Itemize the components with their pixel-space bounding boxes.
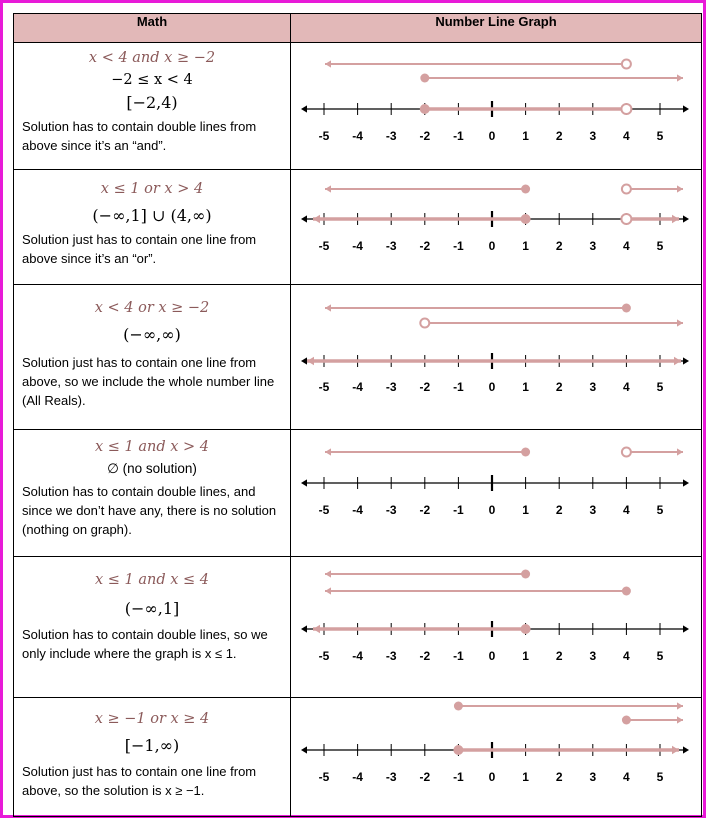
axis-arrow-right bbox=[683, 105, 689, 112]
tick-label: -3 bbox=[385, 129, 397, 143]
tick-label: -5 bbox=[318, 380, 330, 394]
axis-arrow-left bbox=[301, 746, 307, 753]
table-row bbox=[14, 557, 702, 698]
ray-arrow bbox=[677, 319, 683, 326]
ray-arrow bbox=[677, 74, 683, 81]
tick-label: 3 bbox=[589, 380, 597, 394]
axis-arrow-left bbox=[301, 357, 307, 364]
tick-label: 4 bbox=[623, 649, 630, 663]
graph-cell bbox=[291, 170, 702, 285]
tick-label: -4 bbox=[352, 129, 363, 143]
math-column-header: Math bbox=[14, 14, 291, 43]
interval-notation: [−2,4) bbox=[126, 93, 178, 112]
open-circle bbox=[622, 448, 631, 457]
solution-explanation: Solution has to contain double lines, so we only include where the graph is x ≤ 1. bbox=[22, 627, 268, 661]
tick-label: 4 bbox=[623, 503, 630, 517]
closed-dot bbox=[454, 702, 463, 711]
closed-dot bbox=[420, 74, 429, 83]
tick-label: 5 bbox=[656, 380, 664, 394]
tick-label: -1 bbox=[453, 649, 464, 663]
graph-cell bbox=[291, 285, 702, 430]
graph-cell bbox=[291, 43, 702, 170]
axis-arrow-right bbox=[683, 746, 689, 753]
ray-arrow bbox=[677, 448, 683, 455]
header-row bbox=[14, 14, 702, 43]
tick-label: 5 bbox=[656, 129, 664, 143]
tick-label: 0 bbox=[488, 770, 496, 784]
tick-label: -2 bbox=[419, 503, 431, 517]
axis-arrow-right bbox=[683, 479, 689, 486]
tick-label: -5 bbox=[318, 649, 330, 663]
closed-dot bbox=[622, 716, 631, 725]
solution-arrow bbox=[672, 746, 679, 754]
math-cell bbox=[14, 285, 291, 430]
tick-label: -1 bbox=[453, 129, 464, 143]
tick-label: -3 bbox=[385, 239, 397, 253]
tick-label: -3 bbox=[385, 503, 397, 517]
open-circle bbox=[622, 185, 631, 194]
math-cell bbox=[14, 698, 291, 817]
inequality-statement: x ≥ −1 or x ≥ 4 bbox=[94, 711, 210, 727]
tick-label: 2 bbox=[555, 129, 563, 143]
ray-arrow bbox=[325, 448, 331, 455]
math-cell bbox=[14, 430, 291, 557]
tick-label: 0 bbox=[488, 129, 496, 143]
interval-notation: (−∞,1] ∪ (4,∞) bbox=[92, 206, 212, 225]
tick-label: 1 bbox=[522, 129, 529, 143]
tick-label: 1 bbox=[522, 649, 529, 663]
axis-arrow-left bbox=[301, 105, 307, 112]
tick-label: 3 bbox=[589, 770, 597, 784]
axis-arrow-left bbox=[301, 625, 307, 632]
solution-arrow bbox=[313, 215, 320, 223]
solution-explanation: Solution just has to contain one line from above, so the solution is x ≥ −1. bbox=[22, 764, 257, 798]
tick-label: -1 bbox=[453, 503, 464, 517]
ray-arrow bbox=[325, 60, 331, 67]
compound-inequality: −2 ≤ x < 4 bbox=[111, 72, 193, 88]
open-circle bbox=[420, 319, 429, 328]
tick-label: 4 bbox=[623, 770, 630, 784]
ray-arrow bbox=[677, 185, 683, 192]
ray-arrow bbox=[325, 304, 331, 311]
tick-label: -5 bbox=[318, 239, 330, 253]
table-row bbox=[14, 430, 702, 557]
graph-cell bbox=[291, 557, 702, 698]
closed-dot bbox=[453, 745, 463, 755]
tick-label: -5 bbox=[318, 503, 330, 517]
math-cell bbox=[14, 43, 291, 170]
tick-label: -2 bbox=[419, 770, 431, 784]
tick-label: 4 bbox=[623, 239, 630, 253]
interval-notation: (−∞,1] bbox=[124, 599, 180, 618]
tick-label: 3 bbox=[589, 503, 597, 517]
tick-label: 2 bbox=[555, 649, 563, 663]
number-line-graph bbox=[291, 285, 701, 429]
tick-label: 2 bbox=[555, 380, 563, 394]
number-line-graph bbox=[291, 430, 701, 556]
ray-arrow bbox=[325, 587, 331, 594]
tick-label: -3 bbox=[385, 649, 397, 663]
inequality-statement: x ≤ 1 and x ≤ 4 bbox=[94, 572, 210, 588]
axis-arrow-right bbox=[683, 215, 689, 222]
table-row bbox=[14, 170, 702, 285]
tick-label: -5 bbox=[318, 129, 330, 143]
tick-label: 5 bbox=[656, 649, 664, 663]
graph-cell bbox=[291, 698, 702, 817]
closed-dot bbox=[622, 304, 631, 313]
math-cell bbox=[14, 170, 291, 285]
solution-explanation: Solution has to contain double lines from above since it’s an “and”. bbox=[22, 119, 257, 153]
tick-label: -4 bbox=[352, 380, 363, 394]
closed-dot bbox=[521, 214, 531, 224]
number-line-graph bbox=[291, 557, 701, 697]
inequality-statement: x ≤ 1 and x > 4 bbox=[94, 439, 210, 455]
tick-label: 2 bbox=[555, 239, 563, 253]
tick-label: -4 bbox=[352, 770, 363, 784]
open-circle bbox=[621, 104, 631, 114]
axis-arrow-right bbox=[683, 357, 689, 364]
inequality-table bbox=[13, 13, 702, 817]
closed-dot bbox=[521, 448, 530, 457]
tick-label: 4 bbox=[623, 129, 630, 143]
tick-label: -1 bbox=[453, 380, 464, 394]
tick-label: -5 bbox=[318, 770, 330, 784]
tick-label: 4 bbox=[623, 380, 630, 394]
table-row bbox=[14, 285, 702, 430]
open-circle bbox=[621, 214, 631, 224]
closed-dot bbox=[521, 570, 530, 579]
tick-label: 2 bbox=[555, 770, 563, 784]
tick-label: 0 bbox=[488, 380, 496, 394]
inequality-statement: x < 4 and x ≥ −2 bbox=[88, 50, 216, 66]
ray-arrow bbox=[677, 716, 683, 723]
tick-label: -4 bbox=[352, 649, 363, 663]
solution-arrow bbox=[313, 625, 320, 633]
solution-arrow bbox=[672, 215, 679, 223]
tick-label: -2 bbox=[419, 380, 431, 394]
interval-notation: (−∞,∞) bbox=[123, 325, 181, 344]
ray-arrow bbox=[325, 570, 331, 577]
tick-label: -4 bbox=[352, 503, 363, 517]
inequality-statement: x < 4 or x ≥ −2 bbox=[94, 300, 210, 316]
tick-label: 1 bbox=[522, 380, 529, 394]
closed-dot bbox=[521, 624, 531, 634]
axis-arrow-left bbox=[301, 215, 307, 222]
tick-label: 3 bbox=[589, 129, 597, 143]
math-cell bbox=[14, 557, 291, 698]
tick-label: 1 bbox=[522, 770, 529, 784]
table-row bbox=[14, 43, 702, 170]
closed-dot bbox=[622, 587, 631, 596]
graph-cell bbox=[291, 430, 702, 557]
tick-label: -4 bbox=[352, 239, 363, 253]
number-line-graph bbox=[291, 698, 701, 816]
interval-notation: [−1,∞) bbox=[124, 736, 180, 755]
tick-label: 3 bbox=[589, 649, 597, 663]
inequality-statement: x ≤ 1 or x > 4 bbox=[100, 181, 204, 197]
number-line-graph bbox=[291, 43, 701, 169]
axis-arrow-left bbox=[301, 479, 307, 486]
tick-label: -1 bbox=[453, 239, 464, 253]
tick-label: 3 bbox=[589, 239, 597, 253]
solution-explanation: Solution has to contain double lines, and since we don’t have any, there is no solution (nothing on graph). bbox=[22, 484, 277, 537]
empty-set-notation: ∅ (no solution) bbox=[107, 461, 197, 476]
tick-label: -3 bbox=[385, 770, 397, 784]
tick-label: -1 bbox=[453, 770, 464, 784]
tick-label: 2 bbox=[555, 503, 563, 517]
tick-label: 5 bbox=[656, 503, 664, 517]
tick-label: -2 bbox=[419, 649, 431, 663]
solution-explanation: Solution just has to contain one line from above since it’s an “or”. bbox=[22, 232, 257, 266]
solution-arrow-right bbox=[674, 357, 681, 365]
ray-arrow bbox=[677, 702, 683, 709]
table-row bbox=[14, 698, 702, 817]
ray-arrow bbox=[325, 185, 331, 192]
tick-label: 0 bbox=[488, 503, 496, 517]
tick-label: 5 bbox=[656, 239, 664, 253]
closed-dot bbox=[420, 104, 430, 114]
closed-dot bbox=[521, 185, 530, 194]
tick-label: -2 bbox=[419, 129, 431, 143]
solution-explanation: Solution just has to contain one line from above, so we include the whole number line (All Reals). bbox=[22, 355, 275, 408]
axis-arrow-right bbox=[683, 625, 689, 632]
tick-label: 1 bbox=[522, 239, 529, 253]
open-circle bbox=[622, 60, 631, 69]
tick-label: 1 bbox=[522, 503, 529, 517]
tick-label: -2 bbox=[419, 239, 431, 253]
tick-label: -3 bbox=[385, 380, 397, 394]
solution-arrow-left bbox=[307, 357, 314, 365]
graph-column-header: Number Line Graph bbox=[291, 14, 702, 43]
tick-label: 5 bbox=[656, 770, 664, 784]
tick-label: 0 bbox=[488, 649, 496, 663]
number-line-graph bbox=[291, 170, 701, 284]
tick-label: 0 bbox=[488, 239, 496, 253]
